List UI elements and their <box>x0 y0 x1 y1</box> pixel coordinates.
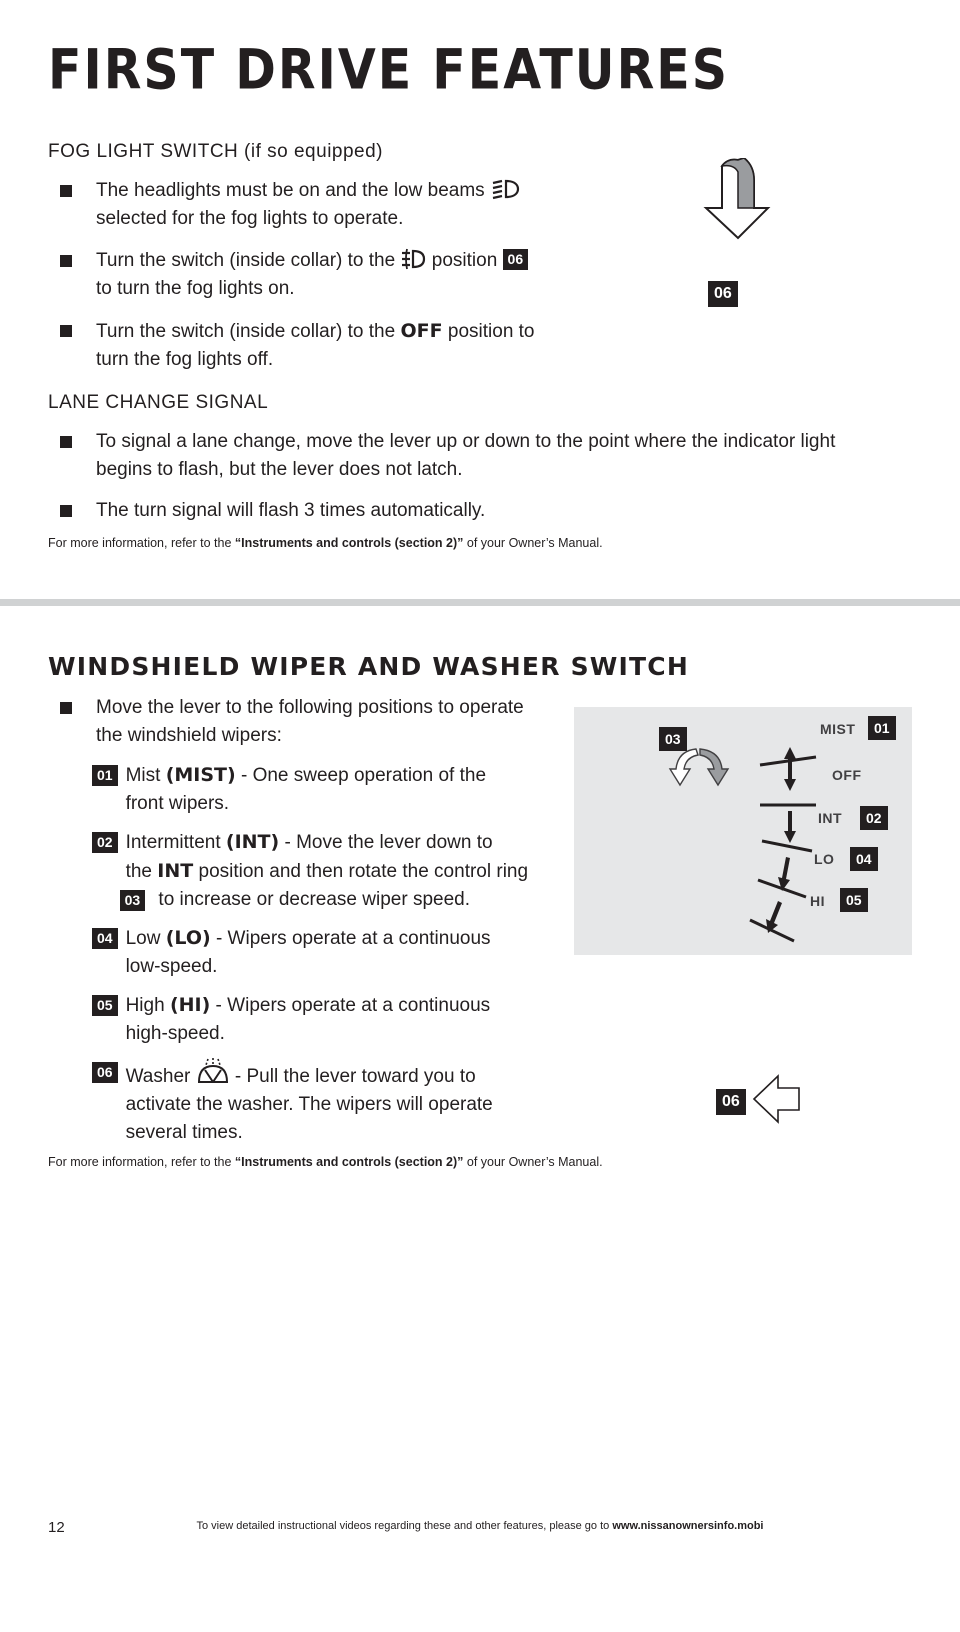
down-arrow-icon <box>778 857 790 891</box>
lane-bullet-2-text: The turn signal will flash 3 times automatically. <box>96 500 486 521</box>
fog-bullet-1 <box>60 177 520 233</box>
page-title: FIRST DRIVE FEATURES <box>48 38 730 102</box>
item-code: (MIST) <box>165 764 236 786</box>
note-bold: “Instruments and controls (section 2)” <box>234 536 464 550</box>
wiper-intro-line2: the windshield wipers: <box>96 725 282 746</box>
off-label: OFF <box>400 320 443 342</box>
washer-icon <box>196 1058 230 1086</box>
pull-toward-arrow-icon <box>752 1074 802 1124</box>
fog-light-heading: FOG LIGHT SWITCH (if so equipped) <box>48 141 384 162</box>
item-desc-line2: position and then rotate the control ring <box>193 861 529 882</box>
item-desc-line3: to increase or decrease wiper speed. <box>153 889 470 910</box>
lane-bullet-1 <box>60 428 835 484</box>
item-desc-line2: activate the washer. The wipers will operate <box>125 1094 493 1115</box>
callout-tag-04: 04 <box>92 928 118 949</box>
low-beam-icon <box>490 178 520 200</box>
lane-bullet-1-line2: begins to flash, but the lever does not latch. <box>96 459 463 480</box>
fog-bullet-3-post: position to <box>447 321 535 342</box>
int-label: INT <box>818 810 843 826</box>
fog-bullet-2-line2: to turn the fog lights on. <box>96 278 295 299</box>
collar-rotate-down-arrow-icon <box>698 158 774 240</box>
mist-label: MIST <box>820 721 856 737</box>
manual-reference-note <box>48 536 603 550</box>
item-desc-line2: high-speed. <box>125 1023 225 1044</box>
lane-bullet-2 <box>60 497 485 525</box>
item-desc-line2: low-speed. <box>125 956 218 977</box>
fog-bullet-2 <box>60 247 528 303</box>
rotate-ring-arrows-icon <box>666 743 732 789</box>
fog-bullet-2-text: Turn the switch (inside collar) to the <box>96 250 396 271</box>
item-desc: - Wipers operate at a continuous <box>210 995 491 1016</box>
lane-change-heading: LANE CHANGE SIGNAL <box>48 392 269 413</box>
callout-tag-03: 03 <box>659 727 687 751</box>
down-arrow-icon <box>784 811 796 843</box>
wiper-item-int <box>92 828 528 914</box>
wiper-intro-line1: Move the lever to the following positions to operate <box>96 697 524 718</box>
int-code: INT <box>157 860 194 882</box>
wiper-lever-positions <box>746 717 836 945</box>
fog-bullet-2-position: position <box>431 250 498 271</box>
footer-text <box>0 1520 960 1532</box>
mist-double-arrow-icon <box>784 747 796 791</box>
item-name: Washer <box>125 1066 196 1087</box>
item-name: High <box>125 995 170 1016</box>
footer-url-link[interactable]: www.nissanownersinfo.mobi <box>612 1520 764 1532</box>
note-text-end: of your Owner’s Manual. <box>463 536 603 550</box>
note-text: For more information, refer to the <box>48 1155 235 1169</box>
callout-tag-05: 05 <box>840 888 868 912</box>
note-text-end: of your Owner’s Manual. <box>463 1155 603 1169</box>
wiper-intro-bullet <box>60 694 524 750</box>
callout-tag-04: 04 <box>850 847 878 871</box>
wiper-item-mist <box>92 761 486 818</box>
callout-tag-06: 06 <box>503 249 529 270</box>
footer-prefix: To view detailed instructional videos regarding these and other features, please go to <box>196 1520 613 1532</box>
callout-tag-06: 06 <box>708 281 738 307</box>
fog-bullet-1-text: The headlights must be on and the low beams <box>96 180 485 201</box>
wiper-item-washer <box>92 1058 493 1147</box>
item-desc-line2: front wipers. <box>125 793 230 814</box>
manual-reference-note <box>48 1155 603 1169</box>
wiper-item-hi <box>92 991 490 1048</box>
item-desc: - Wipers operate at a continuous <box>210 928 491 949</box>
item-code: (HI) <box>169 994 211 1016</box>
off-label: OFF <box>832 767 862 783</box>
item-code: (INT) <box>225 831 280 853</box>
item-name: Intermittent <box>125 832 226 853</box>
bullet-square <box>60 505 72 517</box>
fog-bullet-1-line2: selected for the fog lights to operate. <box>96 208 404 229</box>
item-desc-line3: several times. <box>125 1122 243 1143</box>
hi-label: HI <box>810 893 825 909</box>
fog-bullet-3-text: Turn the switch (inside collar) to the <box>96 321 396 342</box>
item-code: (LO) <box>165 927 211 949</box>
callout-tag-01: 01 <box>868 716 896 740</box>
bullet-square <box>60 702 72 714</box>
callout-tag-02: 02 <box>860 806 888 830</box>
wiper-section-heading: WINDSHIELD WIPER AND WASHER SWITCH <box>48 652 689 681</box>
fog-bullet-3-line2: turn the fog lights off. <box>96 349 274 370</box>
item-desc: - Move the lever down to <box>279 832 493 853</box>
callout-tag-06: 06 <box>716 1089 746 1115</box>
bullet-square <box>60 255 72 267</box>
callout-tag-05: 05 <box>92 995 118 1016</box>
callout-tag-02: 02 <box>92 832 118 853</box>
wiper-item-lo <box>92 924 491 981</box>
bullet-square <box>60 436 72 448</box>
item-desc: - One sweep operation of the <box>235 765 487 786</box>
item-desc-pre: the <box>125 861 158 882</box>
wiper-switch-diagram <box>574 707 912 955</box>
bullet-square <box>60 185 72 197</box>
item-desc: - Pull the lever toward you to <box>229 1066 476 1087</box>
fog-bullet-3 <box>60 317 535 374</box>
note-text: For more information, refer to the <box>48 536 235 550</box>
item-name: Low <box>125 928 166 949</box>
bullet-square <box>60 325 72 337</box>
callout-tag-06: 06 <box>92 1062 118 1083</box>
lane-bullet-1-line1: To signal a lane change, move the lever up or down to the point where the indicator light <box>96 431 836 452</box>
callout-tag-01: 01 <box>92 765 118 786</box>
fog-light-icon <box>400 248 426 270</box>
callout-tag-03: 03 <box>120 890 146 911</box>
lo-label: LO <box>814 851 835 867</box>
item-name: Mist <box>125 765 166 786</box>
page-number: 12 <box>48 1519 65 1536</box>
section-divider <box>0 599 960 606</box>
note-bold: “Instruments and controls (section 2)” <box>234 1155 464 1169</box>
int-line <box>762 841 812 851</box>
